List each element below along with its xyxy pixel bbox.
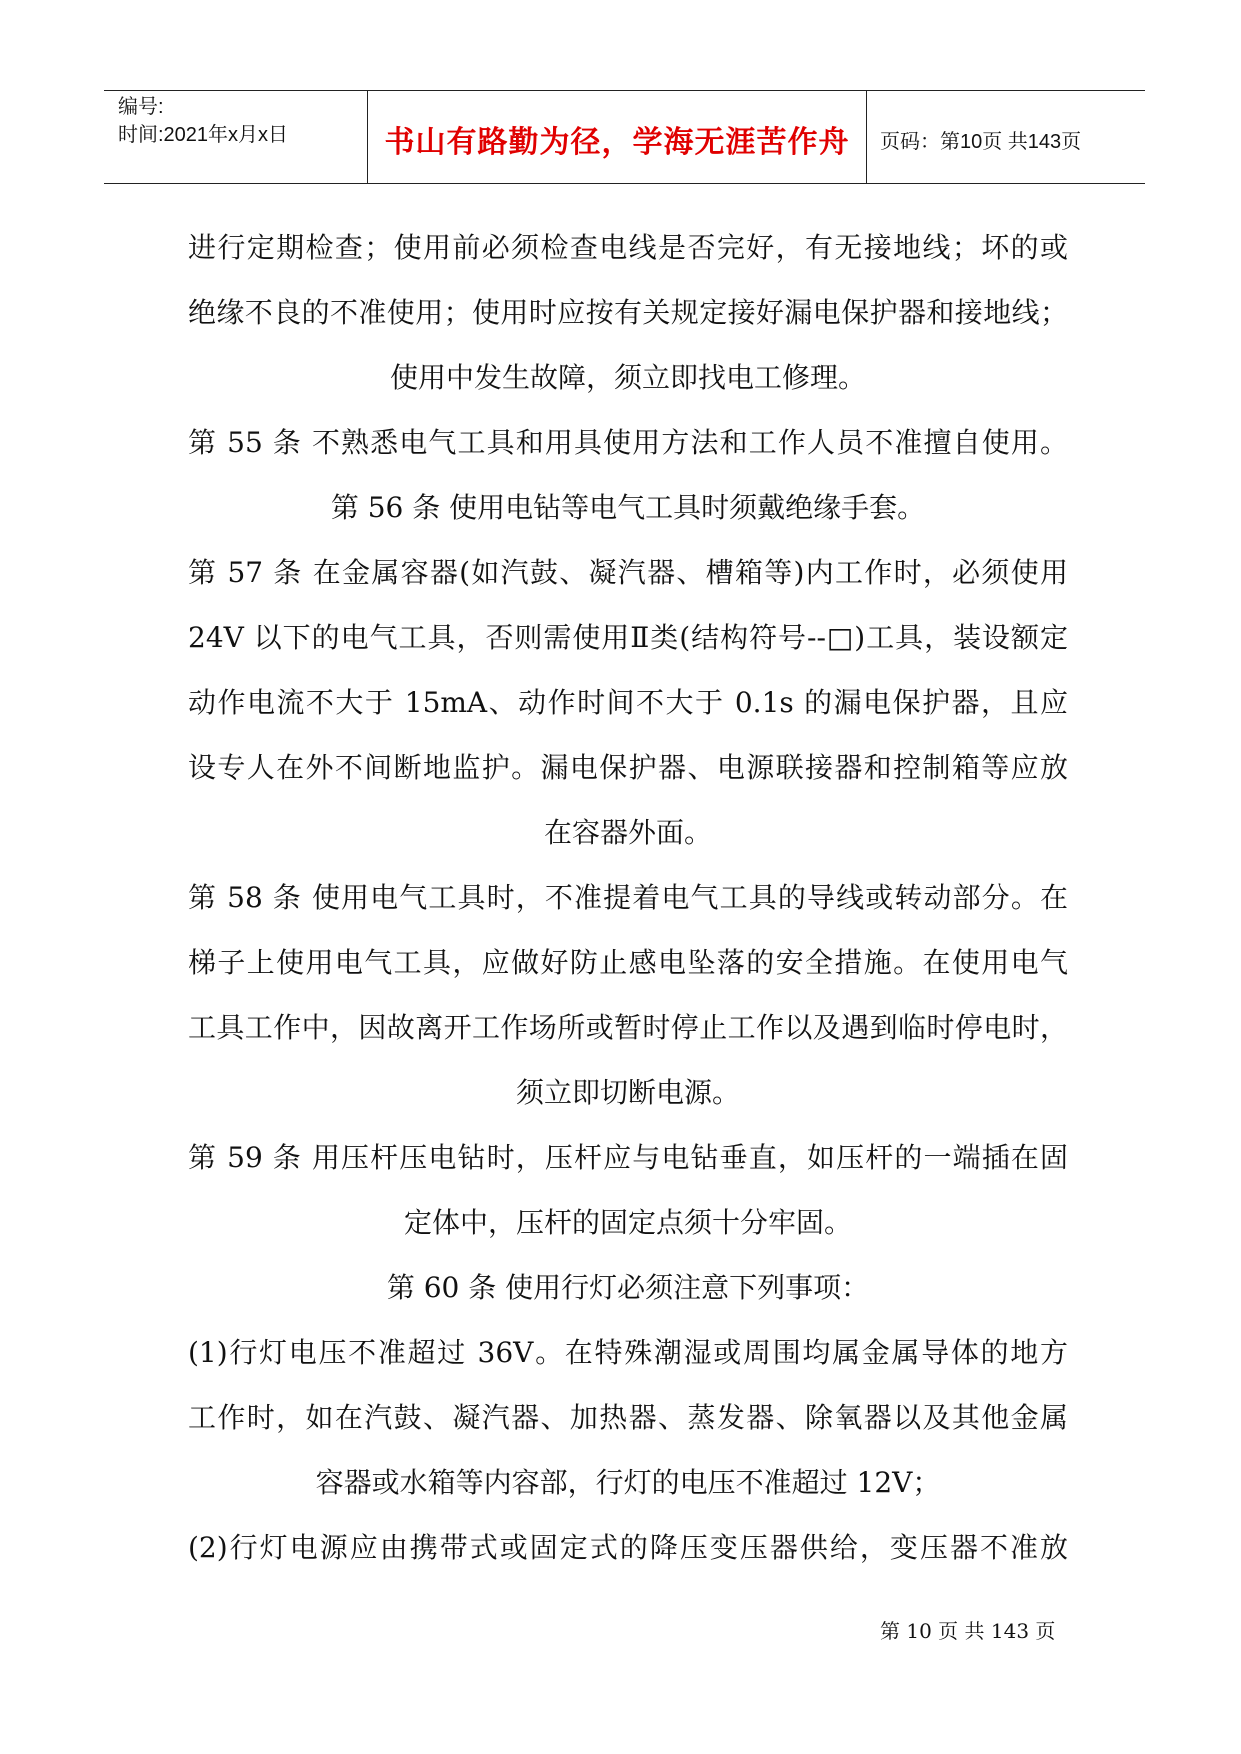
header-left [118, 93, 288, 149]
page-header [104, 90, 1145, 184]
header-divider-right [866, 91, 867, 183]
text-line: 容器或水箱等内容部，行灯的电压不准超过 12V； [315, 1466, 941, 1499]
text-line: 第 56 条 使用电钻等电气工具时须戴绝缘手套。 [330, 491, 926, 524]
page-footer: 第 10 页 共 143 页 [880, 1619, 1056, 1643]
text-line: 工作时，如在汽鼓、凝汽器、加热器、蒸发器、除氧器以及其他金属 [188, 1401, 1068, 1434]
text-line: (1)行灯电压不准超过 36V。在特殊潮湿或周围均属金属导体的地方 [188, 1336, 1068, 1369]
date-label: 时间:2021年x月x日 [118, 124, 289, 146]
text-line: 第 58 条 使用电气工具时，不准提着电气工具的导线或转动部分。在 [188, 881, 1068, 914]
text-line: 绝缘不良的不准使用；使用时应按有关规定接好漏电保护器和接地线； [188, 296, 1068, 329]
text-line: 24V 以下的电气工具，否则需使用Ⅱ类(结构符号--□)工具，装设额定 [188, 621, 1068, 654]
document-body [188, 215, 1068, 1580]
text-line: 梯子上使用电气工具，应做好防止感电坠落的安全措施。在使用电气 [188, 946, 1068, 979]
text-line: 第 59 条 用压杆压电钻时，压杆应与电钻垂直，如压杆的一端插在固 [188, 1141, 1068, 1174]
text-line: 动作电流不大于 15mA、动作时间不大于 0.1s 的漏电保护器，且应 [188, 686, 1068, 719]
text-line: 第 60 条 使用行灯必须注意下列事项： [386, 1271, 870, 1304]
text-line: 使用中发生故障，须立即找电工修理。 [389, 361, 866, 394]
text-line: 工具工作中，因故离开工作场所或暂时停止工作以及遇到临时停电时， [188, 1011, 1068, 1044]
text-line: (2)行灯电源应由携带式或固定式的降压变压器供给，变压器不准放 [188, 1531, 1068, 1564]
text-line: 进行定期检查；使用前必须检查电线是否完好，有无接地线；坏的或 [188, 231, 1068, 264]
text-line: 第 57 条 在金属容器(如汽鼓、凝汽器、槽箱等)内工作时，必须使用 [188, 556, 1068, 589]
text-line: 在容器外面。 [543, 816, 712, 849]
header-page-info: 页码：第10页 共143页 [880, 131, 1082, 153]
text-line: 定体中，压杆的固定点须十分牢固。 [403, 1206, 852, 1239]
text-line: 第 55 条 不熟悉电气工具和用具使用方法和工作人员不准擅自使用。 [188, 426, 1068, 459]
header-motto: 书山有路勤为径，学海无涯苦作舟 [384, 125, 850, 160]
serial-label: 编号: [118, 96, 164, 118]
text-line: 设专人在外不间断地监护。漏电保护器、电源联接器和控制箱等应放 [188, 751, 1068, 784]
text-line: 须立即切断电源。 [515, 1076, 740, 1109]
